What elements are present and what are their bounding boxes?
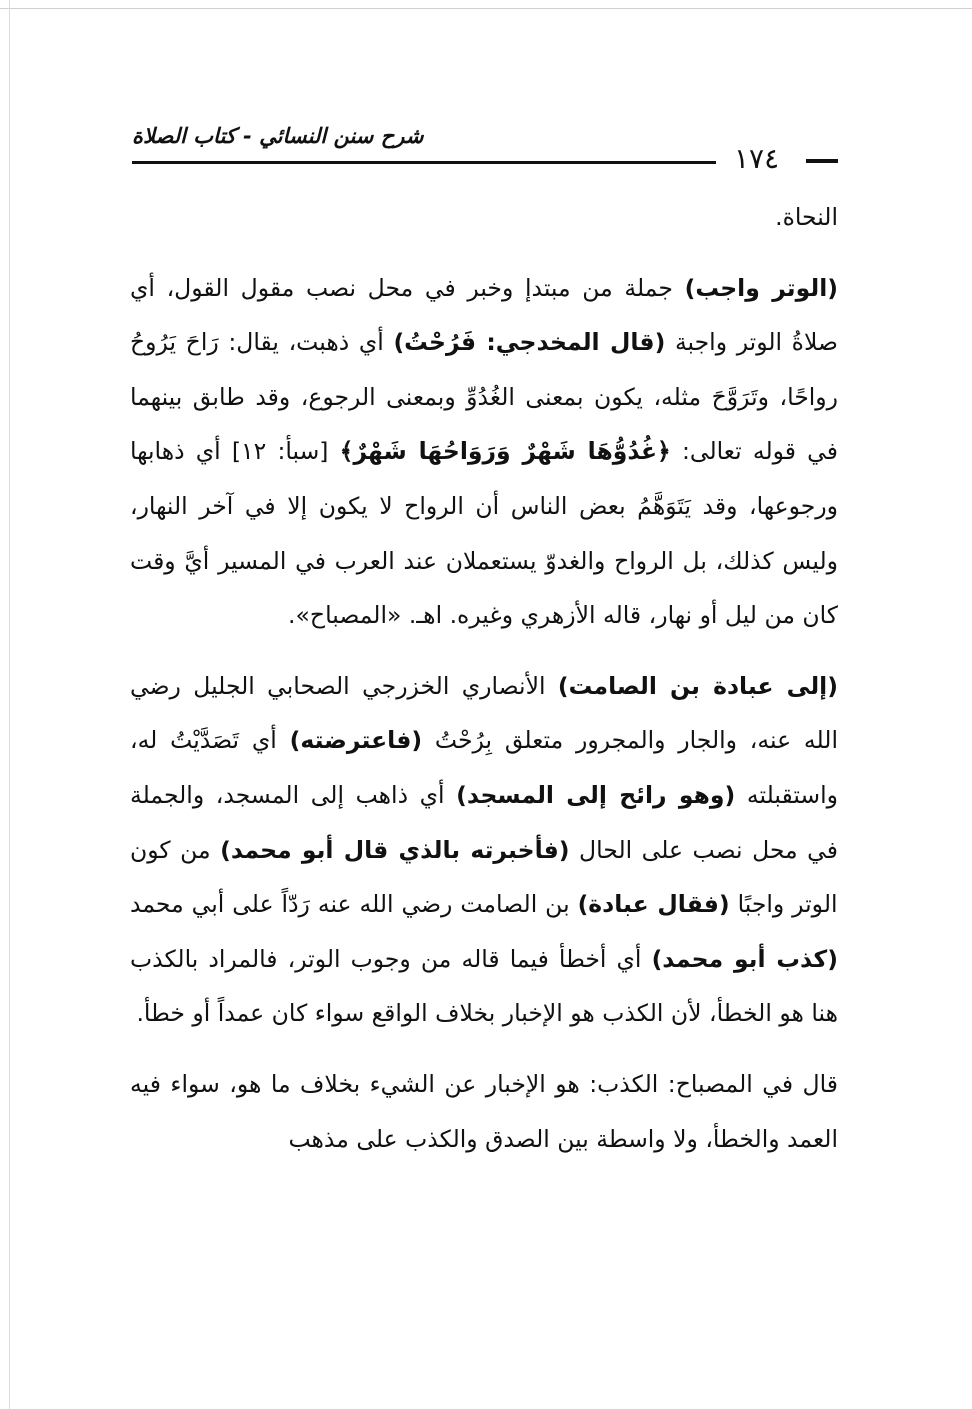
page-header: [130, 120, 838, 180]
text-run: أي أخطأ فيما قاله من وجوب الوتر، فالمراد بالكذب هنا هو الخطأ، لأن الكذب هو الإخبار بخلاف الواقع سواء كان عمداً أو خطأ.: [130, 944, 838, 1028]
body-text: [130, 190, 838, 1166]
page-number: ١٧٤: [734, 142, 780, 175]
text-run: بن الصامت رضي الله عنه رَدّاً على أبي محمد: [130, 890, 570, 919]
bold-lemma: (فأخبرته بالذي قال أبو محمد): [220, 835, 570, 864]
text-run: أي ذاهب إلى المسجد، والجملة في محل نصب على الحال: [130, 780, 838, 864]
paragraph-misbah: [130, 1057, 838, 1166]
bold-lemma: (فقال عبادة): [577, 890, 730, 919]
scan-edge-left: [9, 0, 10, 1409]
paragraph-gap: [130, 643, 838, 659]
bold-lemma: (الوتر واجب): [684, 273, 838, 302]
bold-lemma: (كذب أبو محمد): [651, 944, 838, 973]
text-run: من كون الوتر واجبًا: [130, 835, 838, 919]
running-title: شرح سنن النسائي - كتاب الصلاة: [132, 124, 424, 148]
paragraph-witr: [130, 261, 838, 643]
paragraph-ubada: [130, 659, 838, 1041]
text-run: قال في المصباح: الكذب: هو الإخبار عن الشيء بخلاف ما هو، سواء فيه العمد والخطأ، ولا واسطة بين الصدق والكذب على مذهب: [130, 1069, 838, 1153]
bold-lemma: (قال المخدجي: فَرُحْتُ): [393, 328, 666, 357]
text-run: جملة من مبتدإ وخبر في محل نصب مقول القول، أي صلاةُ الوتر واجبة: [130, 273, 838, 357]
quran-quote: ﴿غُدُوُّهَا شَهْرٌ وَرَوَاحُهَا شَهْرٌ﴾: [339, 437, 671, 466]
bold-lemma: (فاعترضته): [289, 726, 423, 755]
text-run: الأنصاري الخزرجي الصحابي الجليل رضي الله عنه، والجار والمجرور متعلق بِرُحْتُ: [130, 671, 838, 755]
scan-edge-top: [0, 8, 972, 9]
text-run: النحاة.: [775, 203, 838, 231]
text-run: [سبأ: ١٢] أي ذهابها ورجوعها، وقد يَتَوَهَّمُ بعض الناس أن الرواح لا يكون إلا في آخر النهار، وليس كذلك، بل الرواح والغدوّ يستعملان عند العرب في المسير أيَّ وقت كان من ليل أو نهار، قاله الأزهري وغيره. اهـ. «المصباح».: [130, 437, 838, 630]
paragraph-continuation: [130, 190, 838, 245]
header-rule: [132, 161, 716, 164]
bold-lemma: (إلى عبادة بن الصامت): [557, 671, 838, 700]
paragraph-gap: [130, 245, 838, 261]
paragraph-gap: [130, 1041, 838, 1057]
text-run: أي تَصَدَّيْتُ له، واستقبلته: [130, 726, 838, 809]
page-number-dash: [806, 159, 838, 163]
bold-lemma: (وهو رائح إلى المسجد): [456, 780, 736, 809]
text-run: أي ذهبت، يقال: رَاحَ يَرُوحُ رواحًا، وتَرَوَّحَ مثله، يكون بمعنى الغُدُوِّ وبمعنى الرجوع، وقد طابق بينهما في قوله تعالى:: [130, 328, 838, 466]
